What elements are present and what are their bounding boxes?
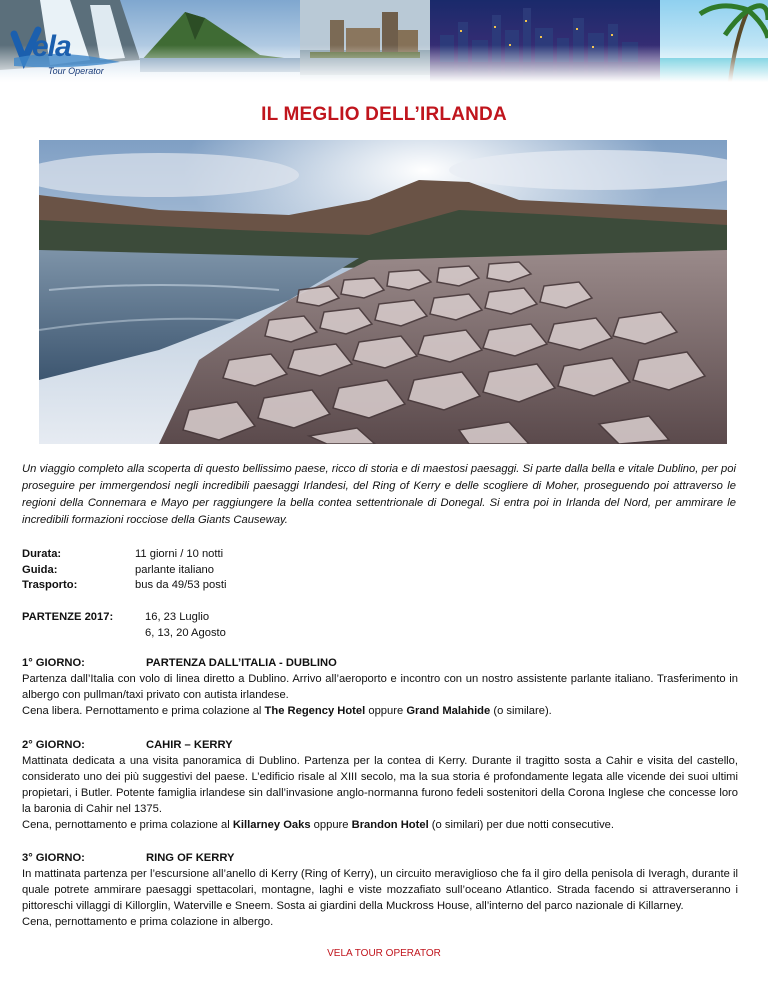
info-row-trasporto <box>22 578 226 594</box>
day-title: PARTENZA DALL’ITALIA - DUBLINO <box>146 657 337 669</box>
info-label: Guida: <box>22 563 58 576</box>
day-number: 1° GIORNO: <box>22 657 85 669</box>
departures-label: PARTENZE 2017: <box>22 611 114 623</box>
day-title: RING OF KERRY <box>146 852 235 864</box>
day-description: Mattinata dedicata a una visita panoramica di Dublino. Partenza per la contea di Kerry. Durante il tragitto sosta a Cahir e visita del castello, considerato uno dei più suggestivi del paese. L’edificio risale al XIII secolo, ma la sua storia é profondamente legata alle vicende dei suoi ultimi propietari, i Butler. Potente famiglia irlandese sin dall’invasione anglo-normanna furono fedeli sostenitori della Corona Inglese che concesse loro la baronia di Cahir nel 1375. <box>22 755 738 815</box>
info-value: 11 giorni / 10 notti <box>135 548 224 560</box>
day-1 <box>22 655 738 719</box>
page-title: IL MEGLIO DELL’IRLANDA <box>261 104 507 125</box>
day-accommodation: Cena, pernottamento e prima colazione in albergo. <box>22 916 274 928</box>
giants-causeway-photo <box>39 140 727 444</box>
day-number: 2° GIORNO: <box>22 739 85 751</box>
hero-image <box>39 140 727 444</box>
banner-collage <box>0 0 768 82</box>
logo <box>32 30 104 76</box>
footer: VELA TOUR OPERATOR <box>327 948 441 959</box>
info-label: Trasporto: <box>22 579 78 591</box>
info-label: Durata: <box>22 548 62 560</box>
info-row-durata <box>22 547 226 563</box>
hotel-name: Brandon Hotel <box>351 819 429 831</box>
info-value: bus da 49/53 posti <box>135 579 227 591</box>
day-description: Partenza dall’Italia con volo di linea diretto a Dublino. Arrivo all’aeroporto e incontro con un nostro assistente parlante italiano. Trasferimento in albergo con pullman/taxi privato con autista irlandese. <box>22 673 738 701</box>
info-row-guida <box>22 563 226 579</box>
hotel-name: Killarney Oaks <box>232 819 311 831</box>
day-number: 3° GIORNO: <box>22 852 85 864</box>
departures <box>22 609 226 641</box>
info-value: parlante italiano <box>135 563 214 576</box>
day-title: CAHIR – KERRY <box>146 739 233 751</box>
day-accommodation: Cena, pernottamento e prima colazione al Killarney Oaks oppure Brandon Hotel (o similari) per due notti consecutive. <box>22 819 614 831</box>
departures-line-2: 6, 13, 20 Agosto <box>145 627 226 639</box>
departures-line-1: 16, 23 Luglio <box>145 611 210 623</box>
day-accommodation: Cena libera. Pernottamento e prima colazione al The Regency Hotel oppure Grand Malahide (o similare). <box>22 705 552 717</box>
header-banner <box>0 0 768 82</box>
logo-sub-text: Tour Operator <box>48 66 104 76</box>
intro-paragraph: Un viaggio completo alla scoperta di questo bellissimo paese, ricco di storia e di maestosi paesaggi. Si parte dalla bella e vitale Dublino, per poi proseguire per immergendosi negli incredibili paesaggi Irlandesi, del Ring of Kerry e delle scogliere di Moher, proseguendo poi attraverso le regioni della Connemara e Mayo per raggiungere la bella contea settentrionale di Donegal. Si entra poi in Irlanda del Nord, per ammirare le incredibili formazioni rocciose della Giants Causeway. <box>22 463 736 526</box>
logo-main-text: ela <box>32 30 71 63</box>
day-2 <box>22 737 738 833</box>
hotel-name: The Regency Hotel <box>264 705 366 717</box>
day-description: In mattinata partenza per l’escursione all’anello di Kerry (Ring of Kerry), un circuito meraviglioso che fa il giro della penisola di Iveragh, durante il quale potrete ammirare paesaggi spettacolari, montagne, laghi e viste mozzafiato sull’oceano Atlantico. Strada facendo si attraverseranno i pittoreschi villaggi di Killorglin, Waterville e Sneem. Sosta ai giardini della Muckross House, all’interno del parco nazionale di Killarney. <box>22 868 738 912</box>
day-3 <box>22 850 738 930</box>
hotel-name: Grand Malahide <box>406 705 491 717</box>
trip-info <box>22 547 226 594</box>
